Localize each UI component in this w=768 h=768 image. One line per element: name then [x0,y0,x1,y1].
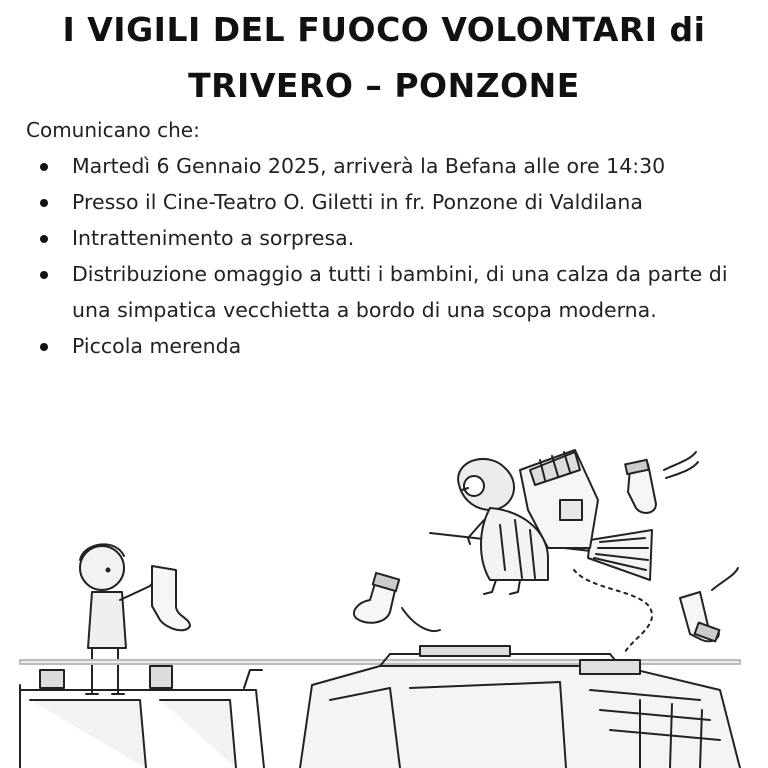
list-item: Intrattenimento a sorpresa. [30,220,750,256]
announcement-list [30,148,750,364]
illustration [0,430,768,768]
list-item: Distribuzione omaggio a tutti i bambini, di una calza da parte di una simpatica vecchietta a bordo di una scopa moderna. [30,256,750,328]
befana-on-broom-icon [430,450,652,594]
sock-icon [354,573,440,631]
intro-text: Comunicano che: [26,118,200,142]
poster-title-line-1: I VIGILI DEL FUOCO VOLONTARI di [62,10,706,49]
poster-title-line-2: TRIVERO – PONZONE [188,66,580,105]
list-item: Presso il Cine-Teatro O. Giletti in fr. Ponzone di Valdilana [30,184,750,220]
sock-icon [625,452,698,513]
sock-icon [680,568,738,641]
list-item: Martedì 6 Gennaio 2025, arriverà la Befana alle ore 14:30 [30,148,750,184]
child-with-stocking-icon [80,544,190,694]
list-item: Piccola merenda [30,328,750,364]
